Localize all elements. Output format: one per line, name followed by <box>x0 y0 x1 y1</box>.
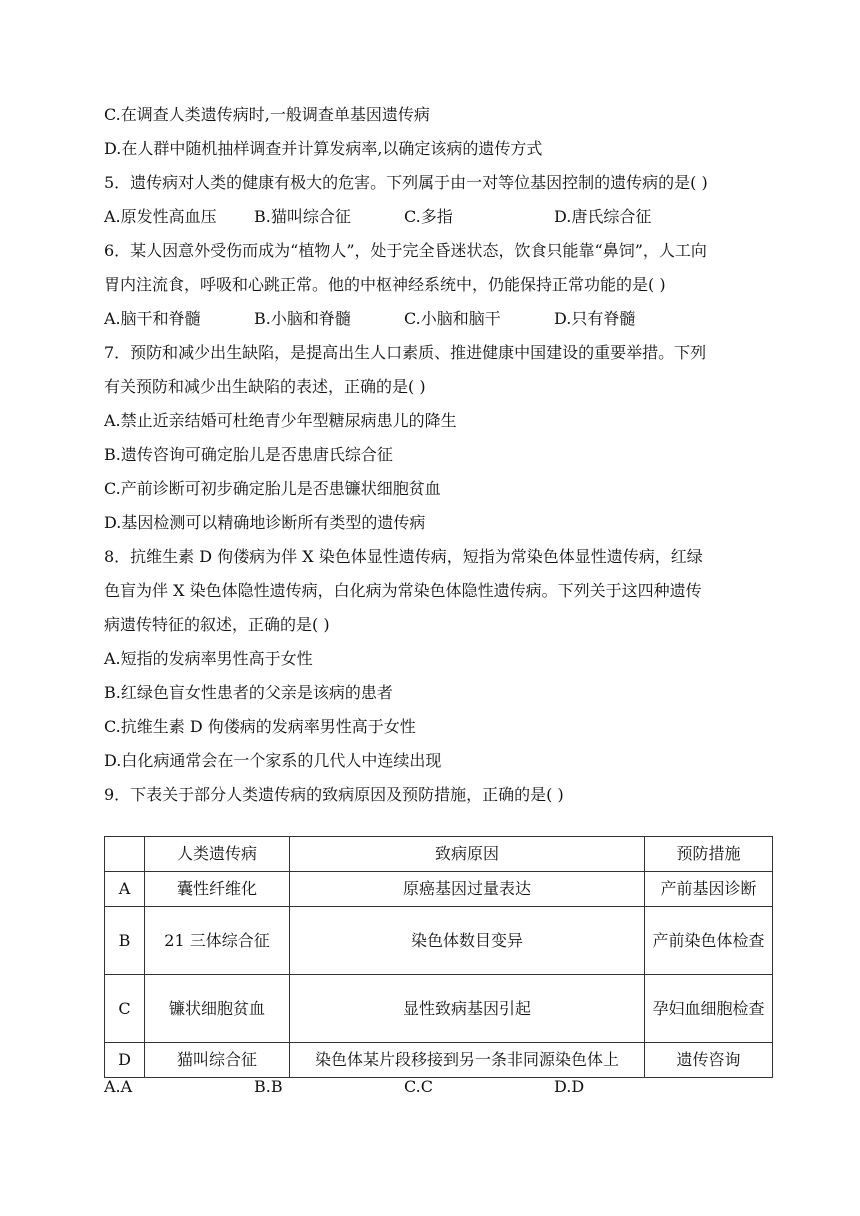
option-b: B.遗传咨询可确定胎儿是否患唐氏综合征 <box>104 445 393 464</box>
option-text: D.在人群中随机抽样调查并计算发病率,以确定该病的遗传方式 <box>104 139 543 158</box>
option-b: B.小脑和脊髓 <box>254 309 351 328</box>
option-c: C.多指 <box>404 207 453 226</box>
question-6-stem: 6．某人因意外受伤而成为“植物人”，处于完全昏迷状态，饮食只能靠“鼻饲”，人工向 <box>104 241 707 260</box>
table-cell: 产前染色体检查 <box>645 907 773 975</box>
option-a: A.禁止近亲结婚可杜绝青少年型糖尿病患儿的降生 <box>104 411 457 430</box>
table-row <box>105 907 773 975</box>
table-cell: 染色体某片段移接到另一条非同源染色体上 <box>290 1043 645 1078</box>
table-row <box>105 975 773 1043</box>
table-cell: 染色体数目变异 <box>290 907 645 975</box>
table-cell: 镰状细胞贫血 <box>145 975 290 1043</box>
option-d: D.D <box>554 1077 585 1096</box>
table-header-cell: 人类遗传病 <box>145 837 290 872</box>
table-cell: B <box>105 907 145 975</box>
table-header-cell: 致病原因 <box>290 837 645 872</box>
question-8-stem: 8．抗维生素 D 佝偻病为伴 X 染色体显性遗传病，短指为常染色体显性遗传病，红绿 <box>104 547 703 566</box>
table-cell: 猫叫综合征 <box>145 1043 290 1078</box>
option-a: A.脑干和脊髓 <box>104 309 201 328</box>
question-9-stem: 9．下表关于部分人类遗传病的致病原因及预防措施，正确的是( ) <box>104 785 564 804</box>
option-d: D.基因检测可以精确地诊断所有类型的遗传病 <box>104 513 426 532</box>
question-5-stem: 5．遗传病对人类的健康有极大的危害。下列属于由一对等位基因控制的遗传病的是( ) <box>104 173 708 192</box>
table-cell: 原癌基因过量表达 <box>290 872 645 907</box>
table-cell: 显性致病基因引起 <box>290 975 645 1043</box>
question-8-stem-cont: 病遗传特征的叙述，正确的是( ) <box>104 615 330 634</box>
table-row <box>105 872 773 907</box>
table-cell: D <box>105 1043 145 1078</box>
option-a: A.原发性高血压 <box>104 207 217 226</box>
table-row <box>105 1043 773 1078</box>
table-cell: 遗传咨询 <box>645 1043 773 1078</box>
option-c: C.小脑和脑干 <box>404 309 501 328</box>
table-cell: 21 三体综合征 <box>145 907 290 975</box>
table-cell: 孕妇血细胞检查 <box>645 975 773 1043</box>
option-d: D.唐氏综合征 <box>554 207 652 226</box>
genetic-disease-table <box>104 836 773 1078</box>
option-b: B.B <box>254 1077 283 1096</box>
option-c: C.C <box>404 1077 433 1096</box>
option-b: B.猫叫综合征 <box>254 207 351 226</box>
table-header-cell: 预防措施 <box>645 837 773 872</box>
table-cell: 囊性纤维化 <box>145 872 290 907</box>
option-c: C.产前诊断可初步确定胎儿是否患镰状细胞贫血 <box>104 479 441 498</box>
option-d: D.白化病通常会在一个家系的几代人中连续出现 <box>104 751 442 770</box>
option-b: B.红绿色盲女性患者的父亲是该病的患者 <box>104 683 393 702</box>
option-a: A.短指的发病率男性高于女性 <box>104 649 313 668</box>
question-6-stem-cont: 胃内注流食，呼吸和心跳正常。他的中枢神经系统中，仍能保持正常功能的是( ) <box>104 275 666 294</box>
question-7-stem-cont: 有关预防和减少出生缺陷的表述，正确的是( ) <box>104 377 426 396</box>
table-cell: A <box>105 872 145 907</box>
table-header-cell <box>105 837 145 872</box>
table-header-row <box>105 837 773 872</box>
option-c: C.抗维生素 D 佝偻病的发病率男性高于女性 <box>104 717 416 736</box>
option-a: A.A <box>104 1077 133 1096</box>
option-d: D.只有脊髓 <box>554 309 636 328</box>
question-8-stem-cont: 色盲为伴 X 染色体隐性遗传病，白化病为常染色体隐性遗传病。下列关于这四种遗传 <box>104 581 702 600</box>
table-cell: 产前基因诊断 <box>645 872 773 907</box>
table-cell: C <box>105 975 145 1043</box>
option-text: C.在调查人类遗传病时,一般调查单基因遗传病 <box>104 105 430 124</box>
question-7-stem: 7．预防和减少出生缺陷，是提高出生人口素质、推进健康中国建设的重要举措。下列 <box>104 343 707 362</box>
